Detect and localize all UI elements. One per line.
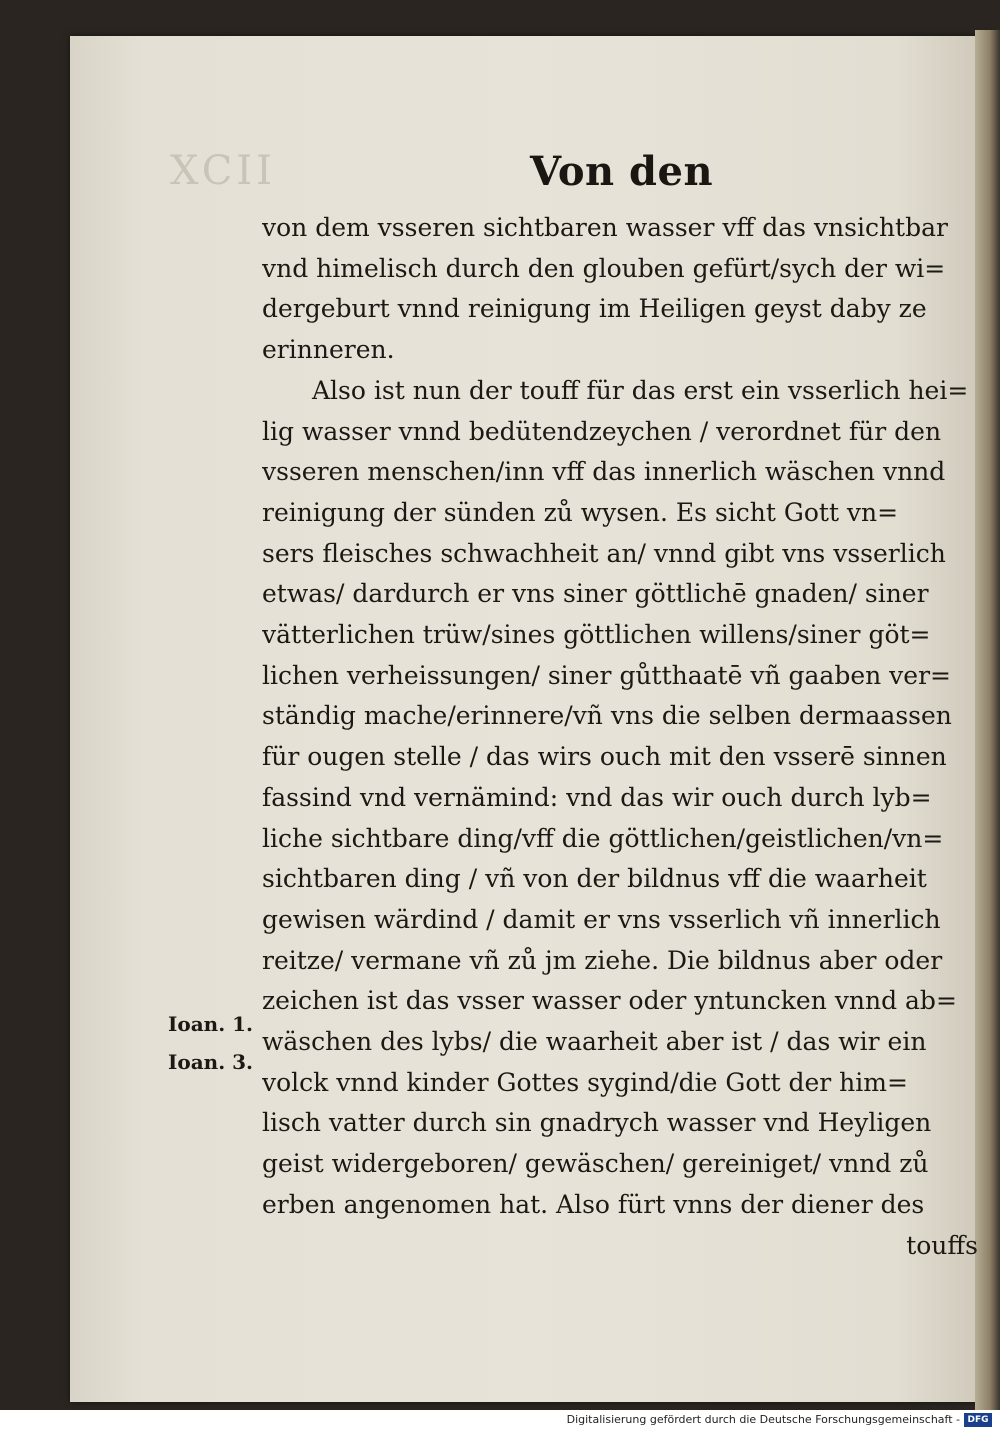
text-line: vnd himelisch durch den glouben gefürt/sych der wi= bbox=[262, 253, 946, 283]
text-line: ständig mache/erinnere/vñ vns die selben dermaassen bbox=[262, 701, 952, 731]
text-line: sers fleisches schwachheit an/ vnnd gibt vns vsserlich bbox=[262, 538, 946, 568]
text-line: lisch vatter durch sin gnadrych wasser vnd Heyligen bbox=[262, 1108, 932, 1138]
text-line: lichen verheissungen/ siner gůtthaatē vñ gaaben ver= bbox=[262, 660, 951, 690]
text-line: geist widergeboren/ gewäschen/ gereiniget/ vnnd zů bbox=[262, 1149, 929, 1179]
text-line: zeichen ist das vsser wasser oder yntuncken vnnd ab= bbox=[262, 986, 957, 1016]
bleed-through-folio: XCII bbox=[170, 148, 276, 194]
text-line: etwas/ dardurch er vns siner göttlichē gnaden/ siner bbox=[262, 579, 929, 609]
margin-note: Ioan. 1. bbox=[168, 1012, 253, 1036]
text-line: reinigung der sünden zů wysen. Es sicht Gott vn= bbox=[262, 497, 899, 527]
dfg-logo-icon: DFG bbox=[964, 1413, 992, 1427]
text-line: volck vnnd kinder Gottes sygind/die Gott der him= bbox=[262, 1067, 908, 1097]
text-line: liche sichtbare ding/vff die göttlichen/geistlichen/vn= bbox=[262, 823, 944, 853]
text-line: reitze/ vermane vñ zů jm ziehe. Die bildnus aber oder bbox=[262, 945, 943, 975]
text-line: dergeburt vnnd reinigung im Heiligen geyst daby ze bbox=[262, 294, 927, 324]
body-text bbox=[262, 208, 980, 1266]
text-line: erben angenomen hat. Also fürt vnns der diener des bbox=[262, 1189, 925, 1219]
text-line: für ougen stelle / das wirs ouch mit den vsserē sinnen bbox=[262, 742, 947, 772]
footer-credit: Digitalisierung gefördert durch die Deutsche Forschungsgemeinschaft - bbox=[566, 1413, 960, 1426]
text-line: vätterlichen trüw/sines göttlichen willens/siner göt= bbox=[262, 620, 931, 650]
margin-note: Ioan. 3. bbox=[168, 1050, 253, 1074]
text-line: wäschen des lybs/ die waarheit aber ist / das wir ein bbox=[262, 1027, 927, 1057]
catchword: touffs bbox=[906, 1230, 978, 1260]
text-line: sichtbaren ding / vñ von der bildnus vff die waarheit bbox=[262, 864, 927, 894]
running-head: Von den bbox=[530, 148, 714, 195]
text-line: Also ist nun der touff für das erst ein vsserlich hei= bbox=[312, 375, 969, 405]
text-line: fassind vnd vernämind: vnd das wir ouch durch lyb= bbox=[262, 782, 932, 812]
text-line: vsseren menschen/inn vff das innerlich wäschen vnnd bbox=[262, 457, 946, 487]
text-line: lig wasser vnnd bedütendzeychen / verordnet für den bbox=[262, 416, 942, 446]
text-line: gewisen wärdind / damit er vns vsserlich vñ innerlich bbox=[262, 904, 941, 934]
text-line: erinneren. bbox=[262, 335, 395, 365]
text-line: von dem vsseren sichtbaren wasser vff das vnsichtbar bbox=[262, 213, 948, 242]
